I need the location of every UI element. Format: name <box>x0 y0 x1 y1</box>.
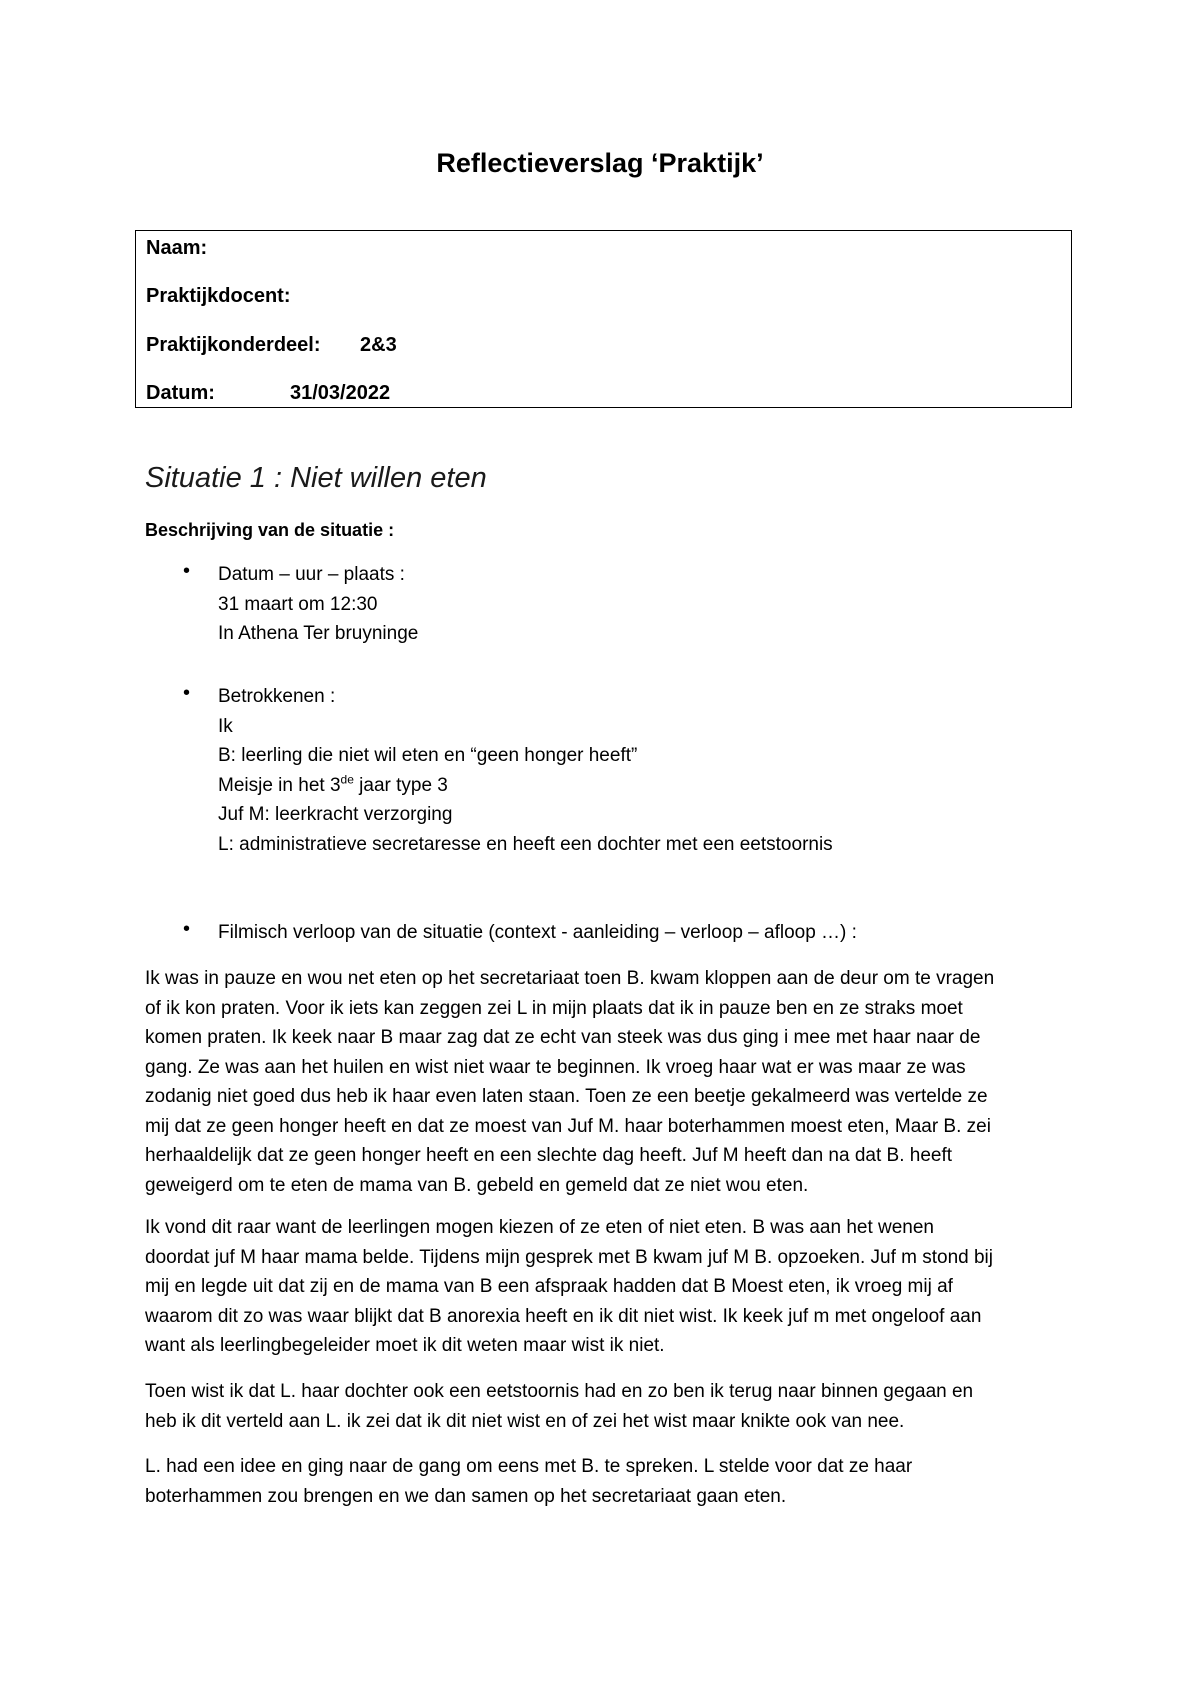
paragraph-line: waarom dit zo was waar blijkt dat B anorexia heeft en ik dit niet wist. Ik keek juf m met ongeloof aan <box>145 1305 982 1327</box>
naam-row <box>146 237 207 260</box>
betrokkenen-line: B: leerling die niet wil eten en “geen honger heeft” <box>218 745 638 766</box>
paragraph-line: mij dat ze geen honger heeft en dat ze moest van Juf M. haar boterhammen moest eten, Maar B. zei <box>145 1115 991 1137</box>
paragraph-line: Ik vond dit raar want de leerlingen mogen kiezen of ze eten of niet eten. B was aan het wenen <box>145 1217 935 1238</box>
info-box <box>135 230 1072 408</box>
paragraph-line: herhaaldelijk dat ze geen honger heeft en een slechte dag heeft. Juf M heeft dan na dat B. heeft <box>145 1145 953 1166</box>
betrokkenen-line: Betrokkenen : <box>218 686 336 707</box>
paragraph <box>145 964 1065 1200</box>
filmisch-block <box>218 918 857 948</box>
betrokkenen-line: Juf M: leerkracht verzorging <box>218 804 453 825</box>
paragraph-line: mij en legde uit dat zij en de mama van B een afspraak hadden dat B Moest eten, ik vroeg mij af <box>145 1276 953 1297</box>
bullet-icon: • <box>183 560 191 582</box>
praktijkdocent-label: Praktijkdocent: <box>146 285 291 307</box>
betrokkenen-line: Ik <box>218 715 233 737</box>
superscript: de <box>340 772 354 787</box>
datum-value: 31/03/2022 <box>290 382 391 404</box>
paragraph-line: boterhammen zou brengen en we dan samen op het secretariaat gaan eten. <box>145 1485 787 1507</box>
paragraph <box>145 1213 1065 1361</box>
paragraph <box>145 1377 1065 1436</box>
praktijkonderdeel-value: 2&3 <box>360 334 397 356</box>
paragraph-line: of ik kon praten. Voor ik iets kan zeggen zei L in mijn plaats dat ik in pauze ben en ze straks moet <box>145 997 963 1019</box>
paragraph-line: gang. Ze was aan het huilen en wist niet waar te beginnen. Ik vroeg haar wat er was maar ze was <box>145 1056 966 1078</box>
paragraph <box>145 1452 1065 1511</box>
datum-line: 31 maart om 12:30 <box>218 593 378 615</box>
bullet-icon: • <box>183 918 191 940</box>
paragraph-line: want als leerlingbegeleider moet ik dit weten maar wist ik niet. <box>145 1335 665 1356</box>
praktijkdocent-row <box>146 285 290 308</box>
paragraph-line: komen praten. Ik keek naar B maar zag dat ze echt van steek was dus ging i mee met haar naar de <box>145 1027 981 1048</box>
paragraph-line: doordat juf M haar mama belde. Tijdens mijn gesprek met B kwam juf M B. opzoeken. Juf m stond bij <box>145 1246 993 1268</box>
naam-label: Naam: <box>146 237 208 259</box>
praktijkonderdeel-label: Praktijkonderdeel: <box>146 334 321 356</box>
datum-line: Datum – uur – plaats : <box>218 564 405 585</box>
praktijkonderdeel-row <box>146 334 397 357</box>
betrokkenen-block <box>218 682 833 859</box>
datum-block <box>218 560 418 649</box>
paragraph-line: geweigerd om te eten de mama van B. gebeld en gemeld dat ze niet wou eten. <box>145 1174 809 1196</box>
paragraph-line: zodanig niet goed dus heb ik haar even laten staan. Toen ze een beetje gekalmeerd was vertelde ze <box>145 1086 988 1107</box>
betrokkenen-line: L: administratieve secretaresse en heeft een dochter met een eetstoornis <box>218 833 833 855</box>
sub-heading: Beschrijving van de situatie : <box>145 520 395 540</box>
datum-label: Datum: <box>146 382 215 404</box>
filmisch-line: Filmisch verloop van de situatie (context - aanleiding – verloop – afloop …) : <box>218 922 857 943</box>
section-title: Situatie 1 : Niet willen eten <box>145 462 487 494</box>
datum-row <box>146 382 391 405</box>
paragraph-line: heb ik dit verteld aan L. ik zei dat ik dit niet wist en of zei het wist maar knikte ook van nee. <box>145 1410 905 1432</box>
line-text: Meisje in het 3 <box>218 774 341 796</box>
document-title: Reflectieverslag ‘Praktijk’ <box>436 148 764 178</box>
paragraph-line: Ik was in pauze en wou net eten op het secretariaat toen B. kwam kloppen aan de deur om te vragen <box>145 968 995 989</box>
betrokkenen-line <box>218 771 833 801</box>
paragraph-line: L. had een idee en ging naar de gang om eens met B. te spreken. L stelde voor dat ze haar <box>145 1456 913 1477</box>
bullet-icon: • <box>183 682 191 704</box>
line-text: jaar type 3 <box>353 774 448 796</box>
paragraph-line: Toen wist ik dat L. haar dochter ook een eetstoornis had en zo ben ik terug naar binnen gegaan en <box>145 1381 974 1402</box>
datum-line: In Athena Ter bruyninge <box>218 623 419 644</box>
